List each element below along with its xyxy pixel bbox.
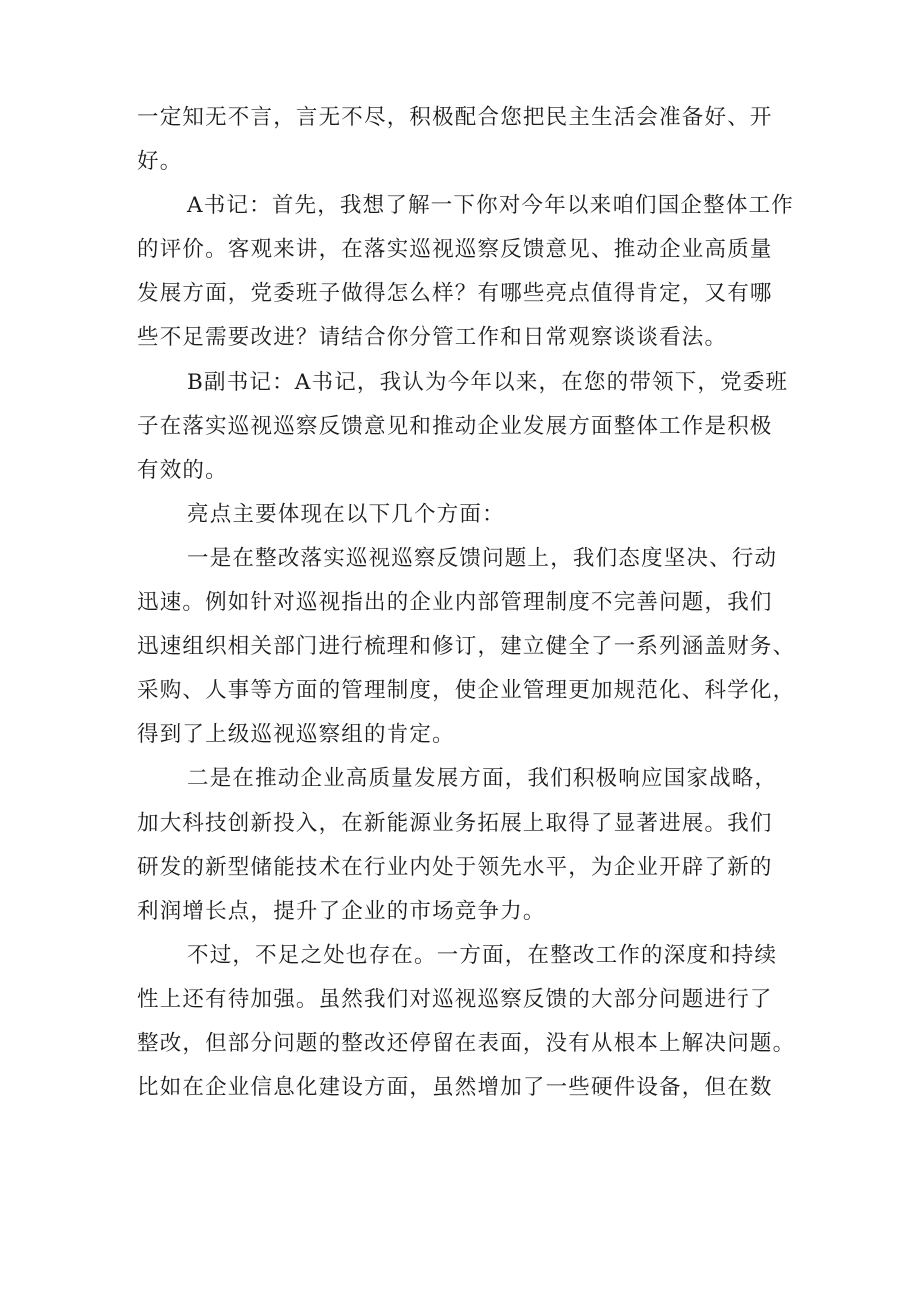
document-body	[137, 96, 796, 1110]
text-line: 迅速组织相关部门进行梳理和修订，建立健全了一系列涵盖财务、	[137, 634, 796, 660]
paragraph-continuation	[137, 96, 793, 184]
text-line: 子在落实巡视巡察反馈意见和推动企业发展方面整体工作是积极	[137, 413, 773, 439]
text-line: 二是在推动企业高质量发展方面，我们积极响应国家战略，	[187, 766, 778, 792]
text-line: 些不足需要改进？请结合你分管工作和日常观察谈谈看法。	[137, 325, 728, 351]
text-line: 采购、人事等方面的管理制度，使企业管理更加规范化、科学化，	[137, 678, 796, 704]
paragraph-a-secretary-question	[137, 184, 793, 360]
text-line: 性上还有待加强。虽然我们对巡视巡察反馈的大部分问题进行了	[137, 986, 773, 1012]
text-line: 有效的。	[137, 457, 228, 483]
text-line: 不过，不足之处也存在。一方面，在整改工作的深度和持续	[187, 942, 778, 968]
text-line: 研发的新型储能技术在行业内处于领先水平，为企业开辟了新的	[137, 854, 773, 880]
paragraph-b-deputy-answer	[137, 361, 793, 493]
text-line: 好。	[137, 149, 183, 175]
text-line: 加大科技创新投入，在新能源业务拓展上取得了显著进展。我们	[137, 810, 773, 836]
text-line: 发展方面，党委班子做得怎么样？有哪些亮点值得肯定，又有哪	[137, 281, 773, 307]
text-line: 一定知无不言，言无不尽，积极配合您把民主生活会准备好、开	[137, 105, 773, 130]
paragraph-highlights-intro	[137, 493, 793, 537]
text-line: 整改，但部分问题的整改还停留在表面，没有从根本上解决问题。	[137, 1030, 796, 1056]
text-line: 利润增长点，提升了企业的市场竞争力。	[137, 898, 546, 924]
text-line: 一是在整改落实巡视巡察反馈问题上，我们态度坚决、行动	[187, 545, 778, 571]
text-line: B副书记：A书记，我认为今年以来，在您的带领下，党委班	[187, 369, 789, 395]
text-line: 迅速。例如针对巡视指出的企业内部管理制度不完善问题，我们	[137, 590, 773, 616]
paragraph-shortcomings	[137, 934, 796, 1110]
text-line: 比如在企业信息化建设方面，虽然增加了一些硬件设备，但在数	[137, 1075, 773, 1101]
paragraph-highlight-two	[137, 757, 793, 933]
text-line: 得到了上级巡视巡察组的肯定。	[137, 722, 455, 748]
text-line: A书记：首先，我想了解一下你对今年以来咱们国企整体工作	[187, 193, 794, 219]
text-line: 亮点主要体现在以下几个方面：	[187, 501, 505, 527]
paragraph-highlight-one	[137, 537, 796, 757]
text-line: 的评价。客观来讲，在落实巡视巡察反馈意见、推动企业高质量	[137, 237, 773, 263]
